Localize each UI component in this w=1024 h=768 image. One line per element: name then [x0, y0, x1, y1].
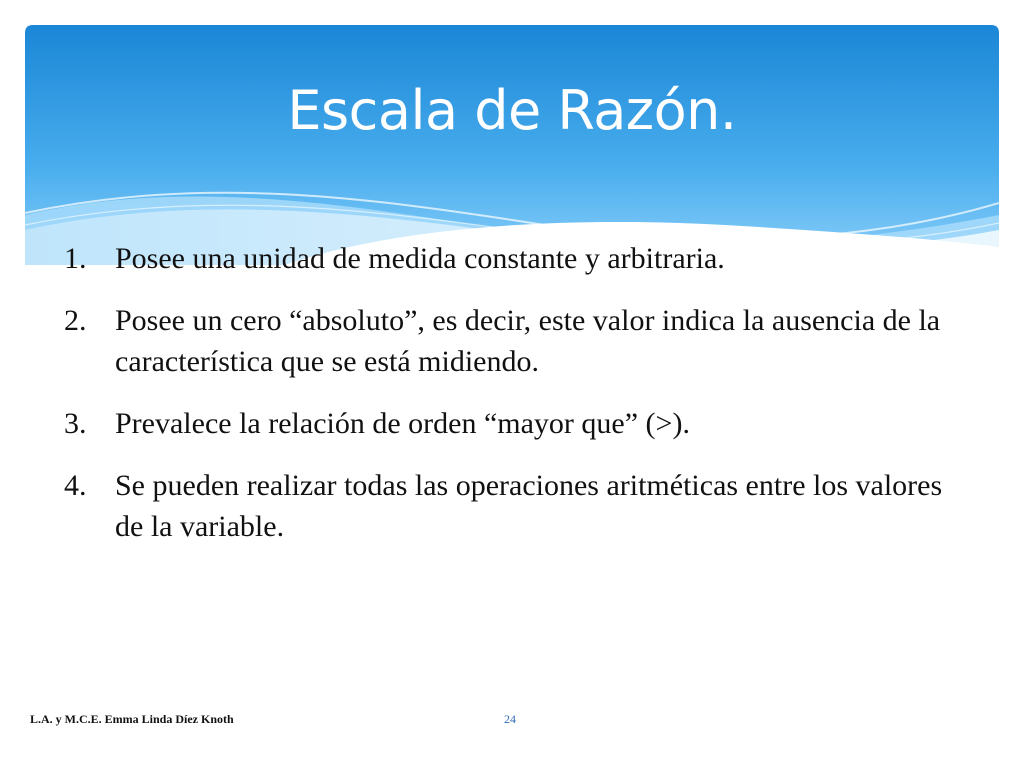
list-item: [64, 403, 964, 444]
list-item-text: Posee un cero “absoluto”, es decir, este valor indica la ausencia de la característica que se está midiendo.: [115, 304, 941, 378]
list-item: [64, 238, 964, 279]
bullet-list: [64, 238, 964, 568]
slide-title: Escala de Razón.: [287, 79, 737, 142]
list-item-number: 1.: [64, 242, 87, 275]
list-item-text: Posee una unidad de medida constante y arbitraria.: [115, 242, 725, 275]
list-item-number: 4.: [64, 469, 87, 502]
list-item-text: Se pueden realizar todas las operaciones aritméticas entre los valores de la variable.: [115, 469, 943, 543]
list-item-number: 2.: [64, 304, 87, 337]
list-item-text: Prevalece la relación de orden “mayor que” (>).: [115, 407, 690, 440]
page-number: 24: [504, 712, 516, 726]
list-item-number: 3.: [64, 407, 87, 440]
list-item: [64, 300, 964, 382]
list-item: [64, 465, 964, 547]
footer-author: L.A. y M.C.E. Emma Linda Díez Knoth: [30, 712, 234, 726]
